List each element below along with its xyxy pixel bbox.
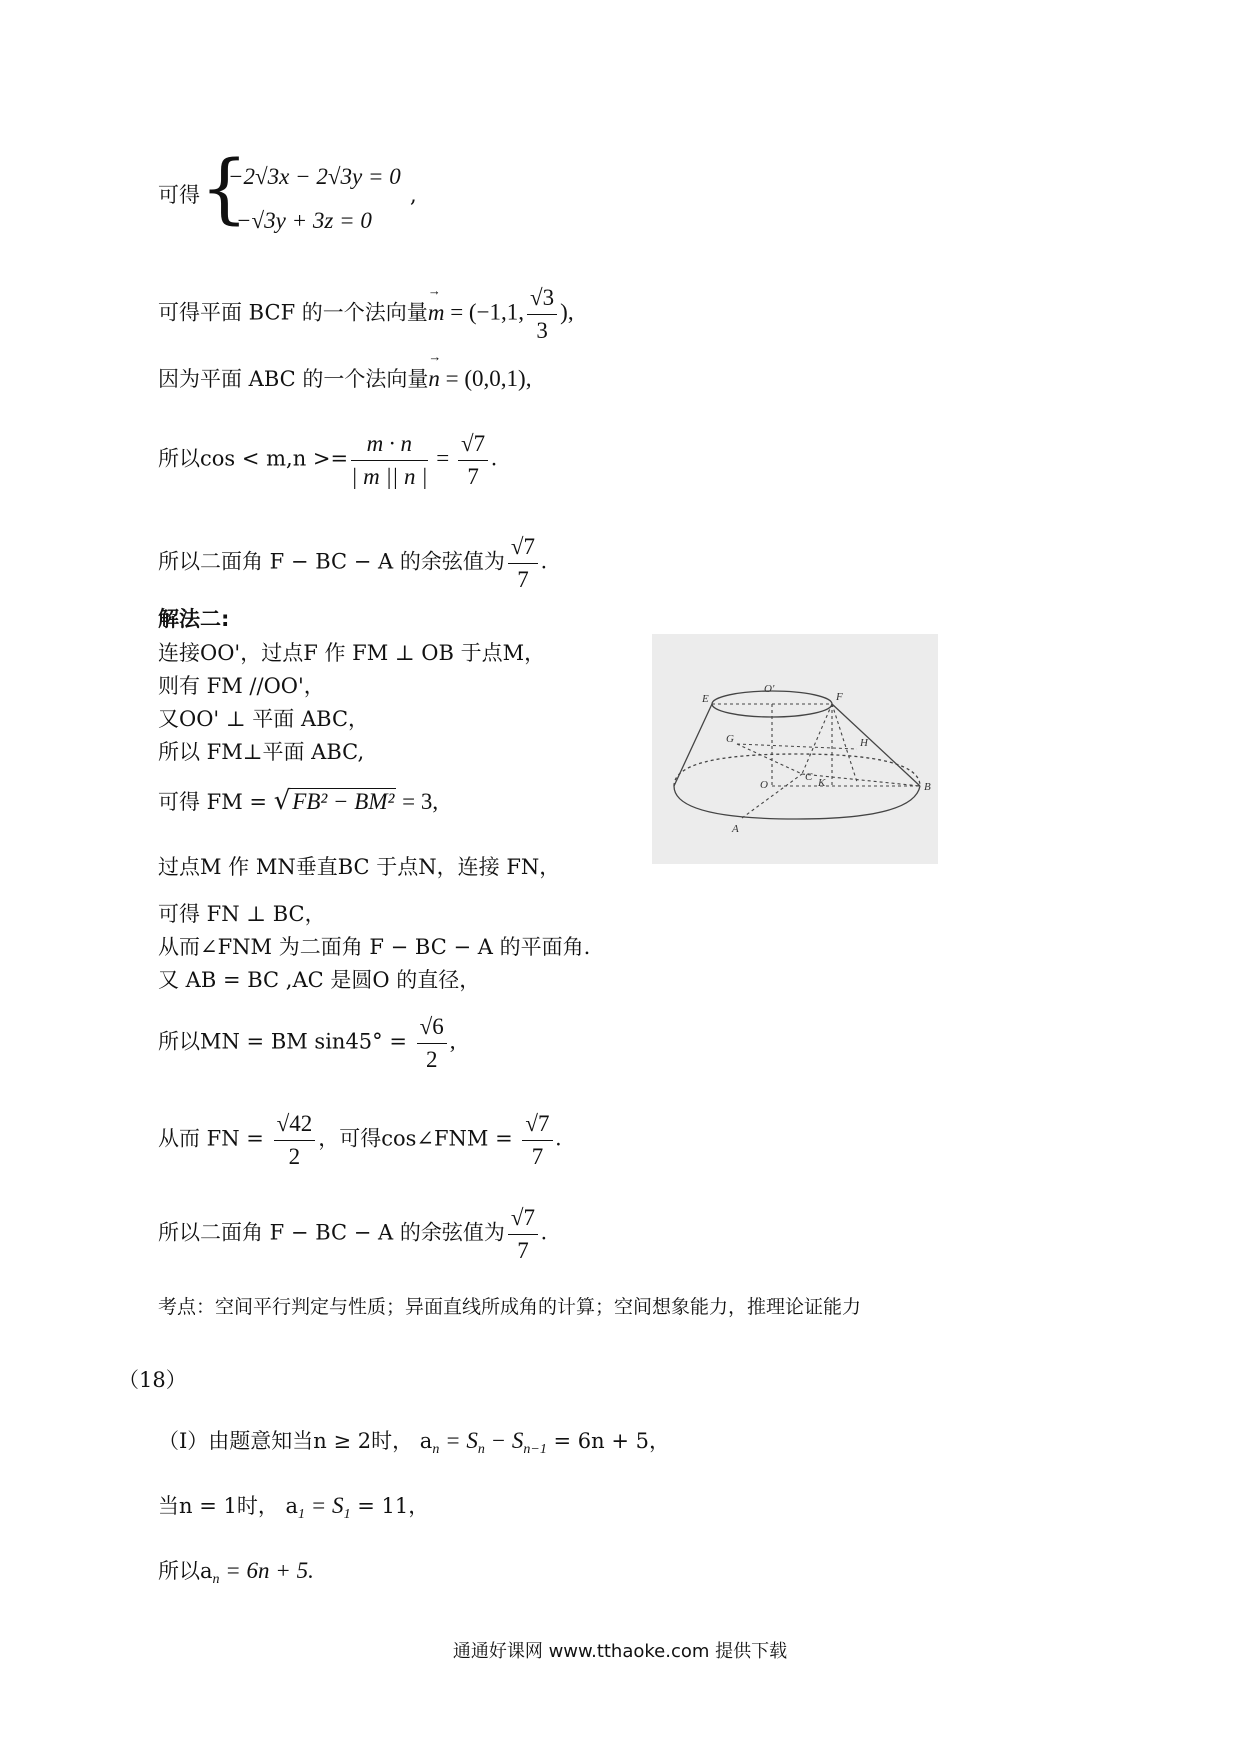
line-text: 所以二面角 F − BC − A 的余弦值为 [158,549,505,574]
line-part: = S [305,1493,344,1518]
method2-line-4: 所以 FM⊥平面 ABC, [158,740,365,764]
footer-credit: 通通好课网 www.tthaoke.com 提供下载 [452,1641,788,1662]
method2-line-7: 可得 FN ⊥ BC， [158,902,326,926]
normal-vector-abc-line [158,365,531,393]
subscript: 1 [298,1507,306,1522]
label-e: E [702,693,709,705]
label-c: C [805,771,813,783]
method2-line-11 [158,1110,561,1170]
method2-line-10 [158,1013,456,1073]
numerator: √7 [458,430,488,461]
line-part: = S [439,1428,478,1453]
left-brace: { [200,143,249,232]
subscript: n [477,1442,485,1457]
label-k: K [818,777,826,789]
line-text: 所以cos < m,n >= [158,446,349,471]
line-text: 从而 FN = [158,1126,271,1151]
line-tail: . [491,445,497,471]
line-eq: = (−1,1, [444,299,525,325]
fraction-result [458,430,488,490]
fraction [527,284,557,344]
numerator: √7 [508,533,538,564]
numerator: √7 [522,1110,552,1141]
line-tail: ), [560,299,574,325]
method2-line-1: 连接OO'，过点F 作 FM ⊥ OB 于点M， [158,641,546,665]
denominator: 7 [467,463,479,489]
normal-vector-bcf-line [158,284,574,344]
line-tail: . [555,1125,562,1151]
numerator: √42 [274,1110,316,1141]
equation-2: −√3y + 3z = 0 [236,208,372,233]
equation-system-line [158,183,200,208]
line-tail: . [541,548,547,574]
numerator: m · n [351,430,427,461]
line-eq: = [430,445,455,471]
fraction-2 [522,1110,552,1170]
label-g: G [726,733,734,745]
denominator: 2 [425,1046,438,1072]
frustum-figure [652,634,938,864]
denominator: 7 [517,566,529,592]
kaodian-line: 考点：空间平行判定与性质；异面直线所成角的计算；空间想象能力，推理论证能力 [158,1296,862,1318]
result-line-1 [158,533,547,593]
equation-comma: , [410,183,417,207]
q18-line-2 [158,1492,429,1524]
method2-line-8: 从而∠FNM 为二面角 F − BC − A 的平面角. [158,935,591,959]
numerator: √3 [527,284,557,315]
label-h: H [860,737,868,749]
subscript: 1 [343,1507,351,1522]
fraction [274,1110,316,1170]
subscript: n [432,1442,440,1457]
method2-line-6: 过点M 作 MN垂直BC 于点N，连接 FN， [158,855,561,879]
method-2-heading: 解法二: [158,607,230,631]
label-b: B [924,781,931,793]
line-part: − S [484,1428,524,1453]
label-a: A [732,823,739,835]
line-text: 当n = 1时， a [158,1494,299,1518]
line-tail: = 3, [396,789,439,814]
vector-m: → m [428,299,445,327]
line-text: 所以二面角 F − BC − A 的余弦值为 [158,1220,505,1245]
cosine-line [158,430,497,490]
line-text: 可得平面 BCF 的一个法向量 [158,300,428,325]
denominator: 7 [517,1237,529,1263]
label-o-prime: O' [764,683,775,695]
line-part: = 6n + 5， [546,1429,670,1453]
line-text: 所以a [158,1559,213,1583]
line-mid: ，可得cos∠FNM = [318,1126,520,1151]
line-text: 所以MN = BM sin45° = [158,1029,414,1054]
sqrt-sign: √ [273,786,291,816]
fraction [417,1013,447,1073]
numerator: √6 [417,1013,447,1044]
radicand: FB² − BM² [292,789,395,814]
denominator: 2 [288,1143,301,1169]
line-part: = 6n + 5. [219,1558,314,1583]
fraction [508,1204,538,1264]
line-tail: . [541,1219,547,1245]
label-o: O [760,779,768,791]
equation-1: −2√3x − 2√3y = 0 [228,164,401,189]
method2-line-9: 又 AB = BC ,AC 是圆O 的直径， [158,968,481,992]
method2-line-3: 又OO' ⊥ 平面 ABC， [158,707,370,731]
line-text: 可得 FM = [158,790,274,814]
figure-background [652,634,938,864]
method2-line-5 [158,786,438,817]
method2-line-12 [158,1204,547,1264]
q18-line-3 [158,1557,314,1589]
denominator: | m || n | [351,463,428,489]
vector-n: → n [428,365,440,393]
q18-line-1 [158,1427,670,1459]
line-text: （Ⅰ）由题意知当n ≥ 2时， a [158,1429,433,1453]
line-part: = 11， [350,1494,430,1518]
line-tail: , [449,1028,456,1054]
fraction [351,430,427,490]
question-18-label: （18） [118,1368,187,1392]
denominator: 7 [531,1143,544,1169]
line-text: 因为平面 ABC 的一个法向量 [158,367,429,391]
label-f: F [836,691,843,703]
numerator: √7 [508,1204,538,1235]
subscript: n−1 [523,1442,547,1457]
method2-line-2: 则有 FM //OO'， [158,674,325,698]
fraction [508,533,538,593]
subscript: n [212,1572,220,1587]
line-prefix: 可得 [158,183,200,207]
denominator: 3 [536,317,548,343]
line-eq: = (0,0,1), [439,366,532,391]
